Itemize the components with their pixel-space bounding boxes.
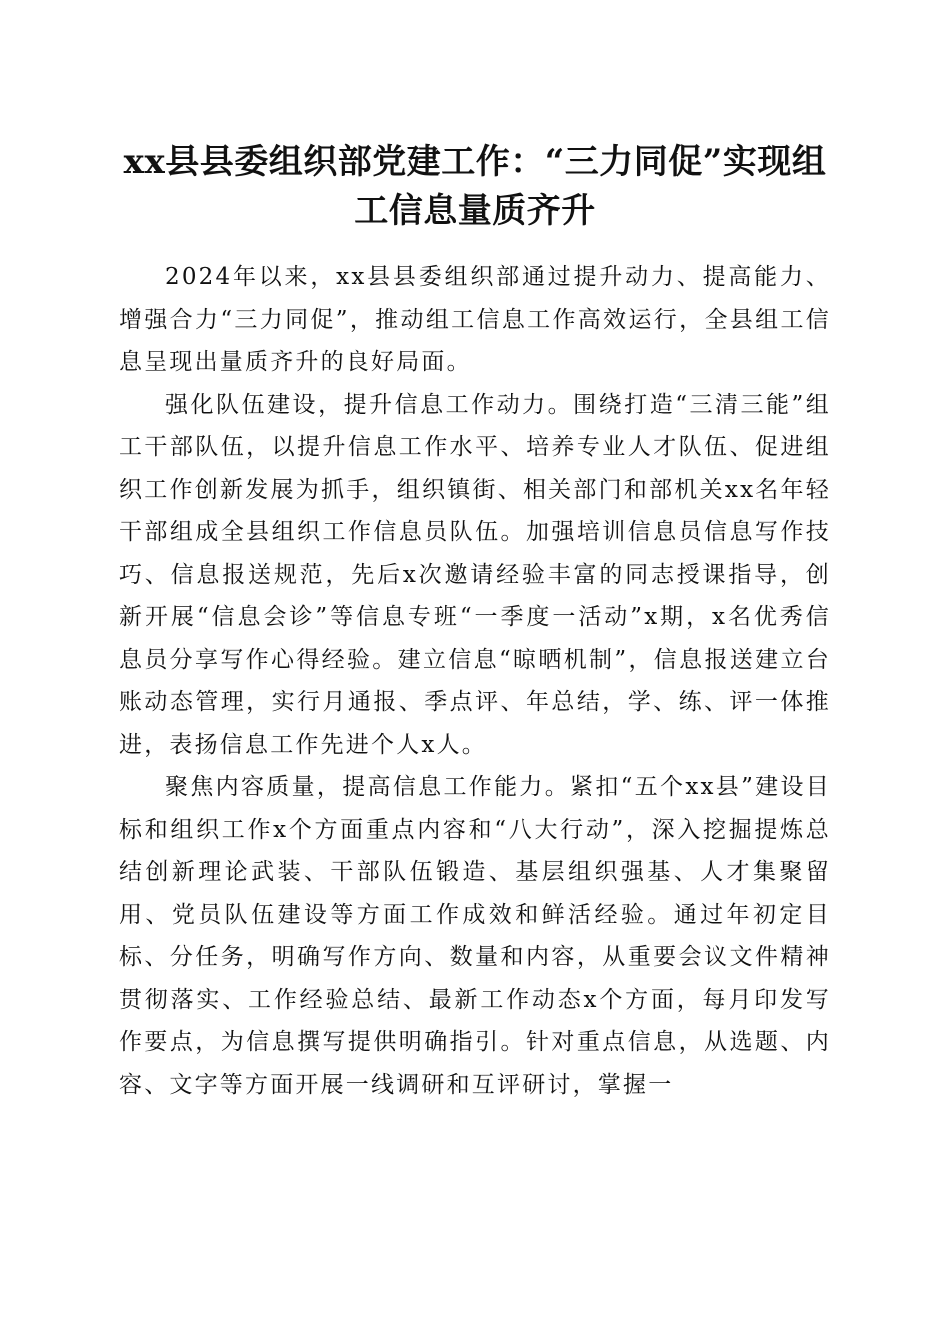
- paragraph-team-building: 强化队伍建设，提升信息工作动力。围绕打造“三清三能”组工干部队伍，以提升信息工作水平、培养专业人才队伍、促进组织工作创新发展为抓手，组织镇街、相关部门和部机关xx名年轻干部组成全县组织工作信息员队伍。加强培训信息员信息写作技巧、信息报送规范，先后x次邀请经验丰富的同志授课指导，创新开展“信息会诊”等信息专班“一季度一活动”x期，x名优秀信息员分享写作心得经验。建立信息“晾晒机制”，信息报送建立台账动态管理，实行月通报、季点评、年总结，学、练、评一体推进，表扬信息工作先进个人x人。: [119, 391, 831, 758]
- paragraph-content-quality: 聚焦内容质量，提高信息工作能力。紧扣“五个xx县”建设目标和组织工作x个方面重点内容和“八大行动”，深入挖掘提炼总结创新理论武装、干部队伍锻造、基层组织强基、人才集聚留用、党员队伍建设等方面工作成效和鲜活经验。通过年初定目标、分任务，明确写作方向、数量和内容，从重要会议文件精神贯彻落实、工作经验总结、最新工作动态x个方面，每月印发写作要点，为信息撰写提供明确指引。针对重点信息，从选题、内容、文字等方面开展一线调研和互评研讨，掌握一: [119, 774, 831, 1098]
- paragraph-intro: 2024年以来，xx县县委组织部通过提升动力、提高能力、增强合力“三力同促”，推动组工信息工作高效运行，全县组工信息呈现出量质齐升的良好局面。: [119, 264, 831, 375]
- document-title: xx县县委组织部党建工作：“三力同促”实现组工信息量质齐升: [123, 142, 827, 231]
- document-body: [119, 256, 831, 1106]
